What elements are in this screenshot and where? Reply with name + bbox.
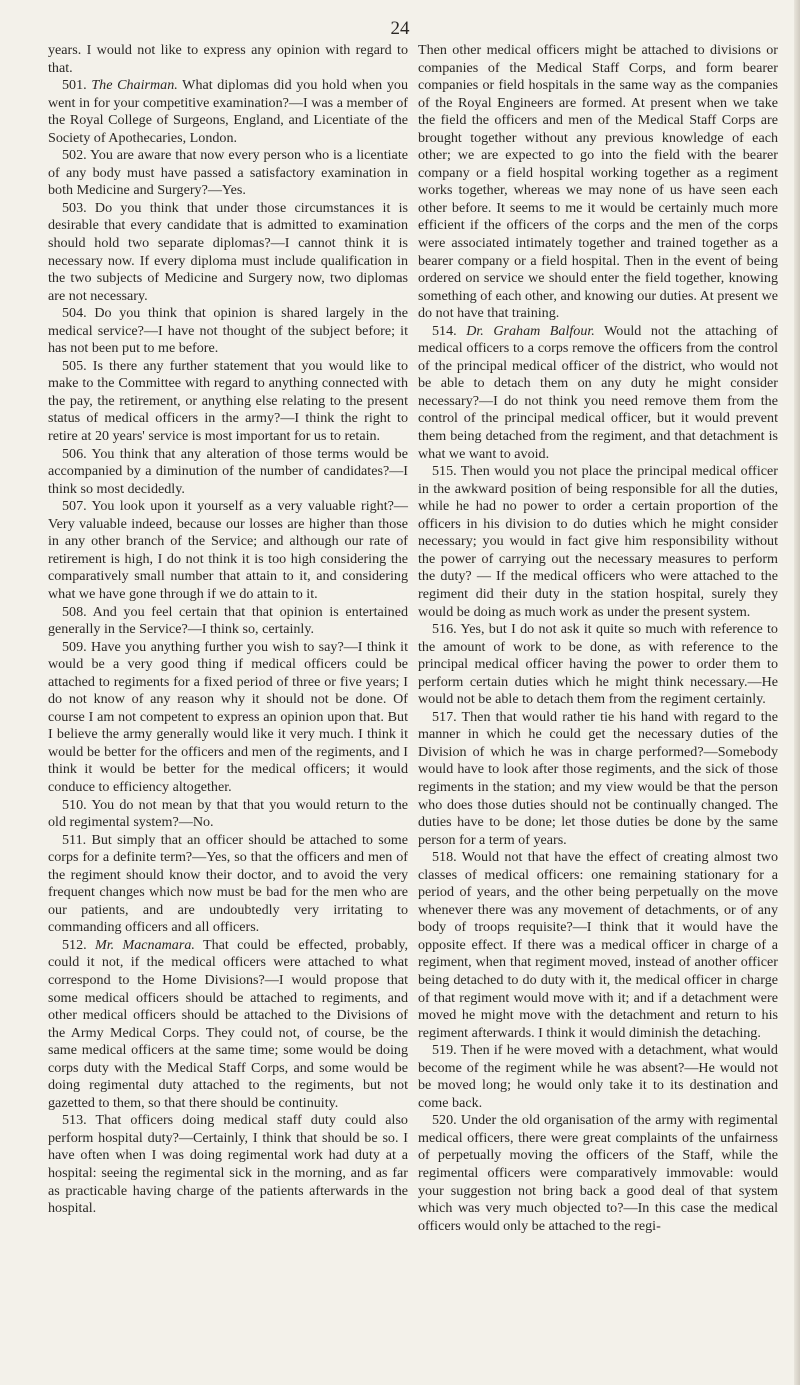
question-paragraph — [418, 42, 778, 323]
paragraph-text: Yes, but I do not ask it quite so much with reference to the amount of work to be done, as with reference to the principal medical officer having the power to order them to perform certain duties which he might think necessary.—He would not be able to detach them from the regiment certainly. — [418, 621, 778, 708]
question-paragraph — [48, 305, 408, 358]
question-number: 505. — [62, 357, 87, 374]
question-number: 506. — [62, 445, 87, 462]
question-number: 502. — [62, 147, 87, 164]
question-number: 507. — [62, 498, 87, 515]
question-paragraph — [48, 200, 408, 305]
question-number: 517. — [432, 708, 457, 725]
questioner-name: The Chairman. — [91, 77, 178, 94]
paragraph-text: Would not the attaching of medical officers to a corps remove the officers from the control of the principal medical officer of the district, who would not be able to detach them on any duty he might consider necessary?—I do not think you need remove them from the control of the principal medical officer, but it would prevent them being detached from the regiment, and that detachment is what we want to avoid. — [418, 322, 778, 462]
question-paragraph — [48, 498, 408, 603]
paragraph-text: Would not that have the effect of creating almost two classes of medical officers: one remaining stationary for a period of years, and the other being perpetually on the move whenever there was any movement of detachments, or of any body of troops requisite?—I think that it would have the opposite effect. If there was a medical officer in charge of a regiment, when that regiment moved, instead of another officer being detached to do duty with it, the medical officer in charge of that regiment would move with it; and if a detachment were moved he might move with the detachment and return to his regiment afterwards. I think it would diminish the detaching. — [418, 849, 778, 1041]
question-number: 509. — [62, 638, 87, 655]
question-paragraph — [418, 849, 778, 1042]
question-paragraph — [418, 1112, 778, 1235]
question-number: 508. — [62, 603, 87, 620]
paragraph-text: You think that any alteration of those terms would be accompanied by a diminution of the number of candidates?—I think so most decidedly. — [48, 445, 408, 497]
question-paragraph — [48, 797, 408, 832]
paragraph-text: What diplomas did you hold when you went in for your competitive examination?—I was a member of the Royal College of Surgeons, England, and Licentiate of the Society of Apothecaries, London. — [48, 77, 408, 146]
question-paragraph — [48, 446, 408, 499]
paragraph-text: years. I would not like to express any opinion with regard to that. — [48, 42, 408, 76]
paragraph-text: You look upon it yourself as a very valuable right?—Very valuable indeed, because our losses are higher than those in any other branch of the Service; and although our rate of retirement is high, I do not think it is too high considering the comparatively small number that attain to it, and considering what we have gone through if we do attain to it. — [48, 498, 408, 602]
paragraph-text: Then that would rather tie his hand with regard to the manner in which he could get the necessary duties of the Division of which he was in charge performed?—Somebody would have to look after those regiments, and the sick of those regiments in the station; and my view would be that the person who does those duties should not be continually changed. The duties have to be done; let those duties be done by the same person for a term of years. — [418, 708, 778, 848]
question-number: 504. — [62, 305, 87, 322]
question-paragraph — [418, 323, 778, 463]
question-number: 503. — [62, 199, 87, 216]
question-number: 520. — [432, 1112, 457, 1129]
question-number: 515. — [432, 463, 457, 480]
question-paragraph — [48, 937, 408, 1112]
page-edge — [794, 0, 800, 1385]
paragraph-text: Then if he were moved with a detachment, what would become of the regiment while he was absent?—He would not be moved long; he would only take it to its destination and come back. — [418, 1042, 778, 1111]
paragraph-text: You do not mean by that that you would return to the old regimental system?—No. — [48, 796, 408, 831]
question-paragraph — [418, 709, 778, 849]
question-number: 519. — [432, 1042, 457, 1059]
paragraph-text: You are aware that now every person who is a licentiate of any body must have passed a satisfactory examination in both Medicine and Surgery?—Yes. — [48, 147, 408, 199]
paragraph-text: And you feel certain that that opinion is entertained generally in the Service?—I think so, certainly. — [48, 603, 408, 638]
question-number: 501. — [62, 77, 87, 94]
right-column — [418, 42, 778, 1235]
question-paragraph — [48, 77, 408, 147]
paragraph-text: Do you think that under those circumstances it is desirable that every candidate that is admitted to examination should hold two separate diplomas?—I cannot think it is necessary now. If every diploma must include qualification in the two subjects of Medicine and Surgery now, two diplomas are not necessary. — [48, 199, 408, 304]
question-number: 518. — [432, 849, 457, 866]
question-paragraph — [48, 1112, 408, 1217]
page-number: 24 — [390, 18, 410, 39]
question-paragraph — [418, 463, 778, 621]
question-paragraph — [48, 639, 408, 797]
question-number: 512. — [62, 936, 87, 953]
paragraph-text: That officers doing medical staff duty could also perform hospital duty?—Certainly, I think that should be so. I have often when I was doing regimental work had duty at a hospital: seeing the regimental sick in the morning, and as far as practicable having charge of the patients afterwards in the hospital. — [48, 1112, 408, 1217]
paragraph-text: Under the old organisation of the army with regimental medical officers, there were great complaints of the unfairness of perpetually moving the officers of the Staff, while the regimental officers were comparatively immovable: would your suggestion not bring back a good deal of that system which was very much objected to?—In this case the medical officers would only be attached to the regi- — [418, 1112, 778, 1234]
question-paragraph — [418, 1042, 778, 1112]
left-column — [48, 42, 408, 1218]
question-number: 514. — [432, 322, 457, 339]
paragraph-text: But simply that an officer should be attached to some corps for a definite term?—Yes, so that the officers and men of the regiment should know their doctor, and to avoid the very frequent changes which now must be bad for the men who are our patients, and are undoubtedly very irritating to commanding officers and all officers. — [48, 831, 408, 936]
paragraph-text: That could be effected, probably, could it not, if the medical officers were attached to what correspond to the Home Divisions?—I would propose that some medical officers should be attached to regiments, and other medical officers should be attached to the Divisions of the Army Medical Corps. They could not, of course, be the same medical officers at the same time; some would be doing corps duty with the Medical Staff Corps, and some would be doing regimental duty attached to the regiments, but not gazetted to them, so that there should be continuity. — [48, 936, 408, 1111]
questioner-name: Mr. Macnamara. — [94, 936, 195, 953]
question-paragraph — [418, 621, 778, 709]
question-number: 510. — [62, 796, 87, 813]
paragraph-text: Then other medical officers might be attached to divisions or companies of the Medical Staff Corps, and form bearer companies or field hospitals in the same way as the companies of the Royal Engineers are formed. At present when we take the field the officers and men of the Medical Staff Corps are brought together without any previous knowledge of each other; we are expected to go into the field with the bearer company or a field hospital working together as a regiment works together, whereas we may none of us have seen each other before. It seems to me it would be certainly much more efficient if the officers of the corps and the men of the corps were associated intimately together and trained together as a bearer company or a field hospital. Then in the event of being ordered on service we should enter the field together, knowing something of each other, and knowing our duties. At present we do not have that training. — [418, 42, 778, 322]
paragraph-text: Then would you not place the principal medical officer in the awkward position of being responsible for all the duties, while he had no power to order a certain proportion of the officers in his division to do duties which he might consider necessary; you would in fact give him responsibility without the power of carrying out the necessary measures to perform the duty? — If the medical officers who were attached to the regiment did their duty in the station hospital, surely they would be doing as much work as under the present system. — [418, 463, 778, 620]
paragraph-text: Is there any further statement that you would like to make to the Committee with regard to anything connected with the pay, the retirement, or anything else relating to the present status of medical officers in the army?—I think the right to retire at 20 years' service is most important for us to retain. — [48, 357, 408, 445]
question-paragraph — [48, 832, 408, 937]
question-paragraph — [48, 42, 408, 77]
question-paragraph — [48, 147, 408, 200]
paragraph-text: Do you think that opinion is shared largely in the medical service?—I have not thought of the subject before; it has not been put to me before. — [48, 305, 408, 357]
question-number: 513. — [62, 1112, 87, 1129]
question-paragraph — [48, 604, 408, 639]
question-number: 511. — [62, 831, 87, 848]
question-paragraph — [48, 358, 408, 446]
questioner-name: Dr. Graham Balfour. — [466, 322, 595, 339]
paragraph-text: Have you anything further you wish to say?—I think it would be a very good thing if medical officers could be attached to regiments for a fixed period of three or five years; I do not know of any reason why it should not be done. Of course I am not competent to express an opinion upon that. But I believe the army generally would like it very much. I think it would be better for the officers and men of the regiments, and I think it would be better for the medical officers; it would conduce to efficiency altogether. — [48, 638, 408, 795]
question-number: 516. — [432, 621, 457, 638]
